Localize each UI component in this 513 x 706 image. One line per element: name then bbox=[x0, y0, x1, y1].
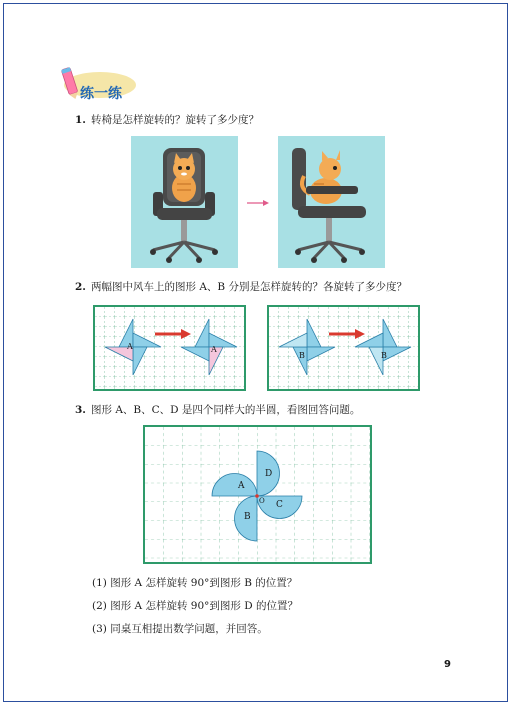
question-text: 两幅图中风车上的图形 A、B 分别是怎样旋转的？各旋转了多少度？ bbox=[91, 281, 407, 293]
windmill-grid-b bbox=[267, 305, 420, 391]
question-number: 2. bbox=[75, 281, 86, 293]
section-title: 练一练 bbox=[80, 86, 122, 102]
label-b-after: B bbox=[381, 351, 387, 360]
sub-question-2: (2) 图形 A 怎样旋转 90°到图形 D 的位置？ bbox=[92, 600, 299, 612]
question-3 bbox=[75, 403, 360, 417]
rotation-arrow-icon bbox=[246, 198, 270, 208]
label-c: C bbox=[276, 500, 283, 510]
label-b: B bbox=[244, 512, 251, 522]
label-o: O bbox=[259, 497, 265, 505]
page-number: 9 bbox=[444, 659, 451, 670]
question-text: 转椅是怎样旋转的？旋转了多少度？ bbox=[91, 114, 259, 126]
question-text: 图形 A、B、C、D 是四个同样大的半圆，看图回答问题。 bbox=[91, 404, 361, 416]
question-number: 3. bbox=[75, 404, 86, 416]
question-1 bbox=[75, 113, 259, 127]
question-2 bbox=[75, 280, 407, 294]
question-number: 1. bbox=[75, 114, 86, 126]
sub-question-1: (1) 图形 A 怎样旋转 90°到图形 B 的位置？ bbox=[92, 577, 298, 589]
windmill-grid-a bbox=[93, 305, 246, 391]
label-b-before: B bbox=[299, 351, 305, 360]
label-d: D bbox=[265, 469, 273, 479]
semicircle-grid bbox=[143, 425, 372, 564]
label-a-after: A bbox=[211, 345, 217, 354]
label-a: A bbox=[238, 481, 245, 491]
sub-question-3: (3) 同桌互相提出数学问题，并回答。 bbox=[92, 623, 268, 635]
chair-front-image bbox=[131, 136, 238, 268]
chair-side-image bbox=[278, 136, 385, 268]
label-a-before: A bbox=[127, 342, 133, 351]
